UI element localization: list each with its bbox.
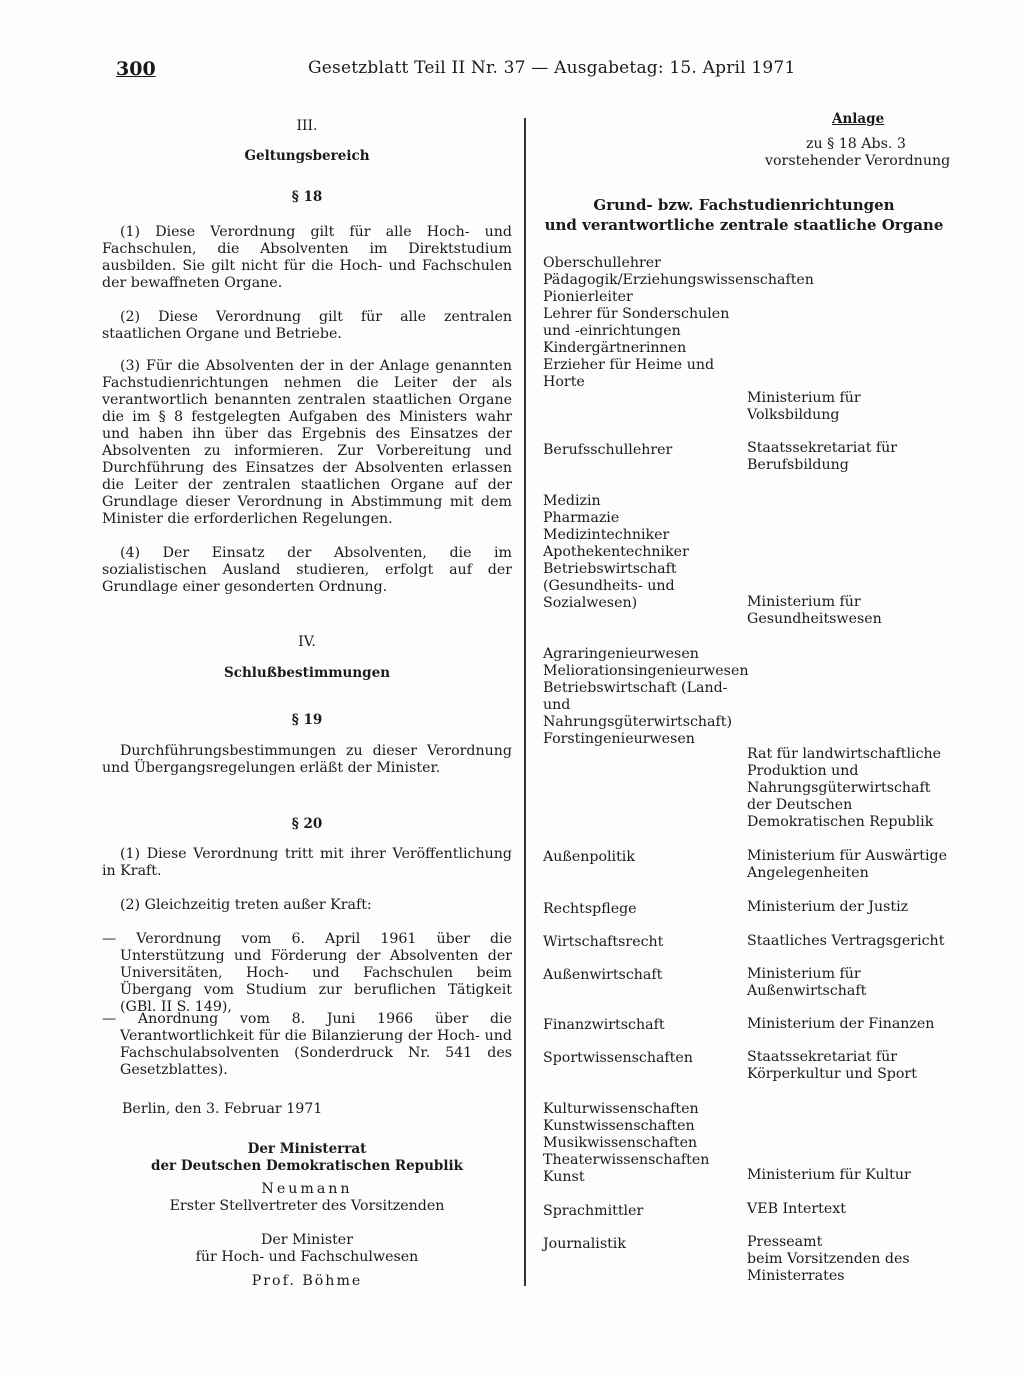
section-title-schlussbestimmungen: Schlußbestimmungen: [223, 665, 391, 681]
paragraph-18-2: (2) Diese Verordnung gilt für alle zentralen staatlichen Organe und Betriebe.: [102, 309, 512, 342]
paragraph-heading-18: § 18: [291, 189, 323, 205]
signatory-organization-2: der Deutschen Demokratischen Republik: [151, 1158, 463, 1174]
paragraph-18-3: (3) Für die Absolventen der in der Anlage genannten Fachstudienrichtungen nehmen die Leiter der als verantwortlich benannten zentralen staatlichen Organe die im § 8 festgelegten Aufgaben des Ministers wahr und haben ihn über das Ergebnis des Einsatzes der Absolventen zu informieren. Zur Vorbereitung und Durchführung des Einsatzes der Absolventen erlassen die Leiter der zentralen staatlichen Organe auf der Grundlage dieser Verordnung in Abstimmung mit dem Minister die erforderlichen Regelungen.: [102, 358, 512, 527]
responsible-organ-entry: Ministerium für Außenwirtschaft: [747, 966, 867, 999]
section-title-geltungsbereich: Geltungsbereich: [244, 148, 370, 164]
study-field-entry: Sprachmittler: [543, 1203, 644, 1219]
paragraph-heading-20: § 20: [291, 816, 323, 832]
study-field-entry: Agraringenieurwesen Meliorationsingenieurwesen Betriebswirtschaft (Land- und Nahrungsgüterwirtschaft) Forstingenieurwesen: [543, 646, 749, 747]
page-number: 300: [116, 58, 156, 80]
annex-reference-1: zu § 18 Abs. 3: [806, 136, 906, 152]
annex-label: Anlage: [832, 111, 885, 127]
responsible-organ-entry: Presseamt beim Vorsitzenden des Ministerrates: [747, 1234, 910, 1284]
study-field-entry: Rechtspflege: [543, 901, 637, 917]
responsible-organ-entry: Ministerium für Auswärtige Angelegenheiten: [747, 848, 947, 881]
paragraph-20-2: (2) Gleichzeitig treten außer Kraft:: [120, 897, 372, 913]
responsible-organ-entry: Ministerium der Finanzen: [747, 1016, 935, 1032]
study-field-entry: Berufsschullehrer: [543, 442, 673, 458]
place-and-date: Berlin, den 3. Februar 1971: [122, 1101, 323, 1117]
study-field-entry: Wirtschaftsrecht: [543, 934, 664, 950]
signatory-role-1: Erster Stellvertreter des Vorsitzenden: [169, 1198, 445, 1214]
repeal-item-2: — Anordnung vom 8. Juni 1966 über die Verantwortlichkeit für die Bilanzierung der Hoch- und Fachschulabsolventen (Sonderdruck Nr. 541 des Gesetzblattes).: [102, 1011, 512, 1078]
column-divider: [524, 118, 526, 1286]
paragraph-19-text: Durchführungsbestimmungen zu dieser Verordnung und Übergangsregelungen erläßt der Minister.: [102, 743, 512, 776]
annex-reference-2: vorstehender Verordnung: [765, 153, 951, 169]
study-field-entry: Medizin Pharmazie Medizintechniker Apothekentechniker Betriebswirtschaft (Gesundheits- und Sozialwesen): [543, 493, 689, 611]
paragraph-18-4: (4) Der Einsatz der Absolventen, die im sozialistischen Ausland studieren, erfolgt auf der Grundlage einer gesonderten Ordnung.: [102, 545, 512, 595]
study-field-entry: Oberschullehrer Pädagogik/Erziehungswissenschaften Pionierleiter Lehrer für Sonderschulen und -einrichtungen Kindergärtnerinnen Erzieher für Heime und Horte: [543, 255, 814, 390]
responsible-organ-entry: Staatliches Vertragsgericht: [747, 933, 945, 949]
study-field-entry: Sportwissenschaften: [543, 1050, 693, 1066]
responsible-organ-entry: Rat für landwirtschaftliche Produktion und Nahrungsgüterwirtschaft der Deutschen Demokratischen Republik: [747, 746, 942, 830]
responsible-organ-entry: VEB Intertext: [747, 1201, 846, 1217]
signatory-organization-1: Der Ministerrat: [247, 1141, 367, 1157]
signatory-role-2b: für Hoch- und Fachschulwesen: [195, 1249, 419, 1265]
annex-title-1: Grund- bzw. Fachstudienrichtungen: [593, 196, 895, 214]
section-number-iv: IV.: [298, 634, 316, 650]
responsible-organ-entry: Ministerium der Justiz: [747, 899, 909, 915]
responsible-organ-entry: Ministerium für Gesundheitswesen: [747, 594, 882, 627]
responsible-organ-entry: Staatssekretariat für Berufsbildung: [747, 440, 898, 473]
study-field-entry: Journalistik: [543, 1236, 626, 1252]
paragraph-heading-19: § 19: [291, 712, 323, 728]
study-field-entry: Außenpolitik: [543, 849, 635, 865]
paragraph-20-1: (1) Diese Verordnung tritt mit ihrer Veröffentlichung in Kraft.: [102, 846, 512, 879]
responsible-organ-entry: Ministerium für Volksbildung: [747, 390, 861, 423]
study-field-entry: Kulturwissenschaften Kunstwissenschaften Musikwissenschaften Theaterwissenschaften Kunst: [543, 1101, 710, 1185]
gazette-header: Gesetzblatt Teil II Nr. 37 — Ausgabetag: 15. April 1971: [308, 58, 796, 78]
signatory-name-1: Neumann: [261, 1181, 353, 1197]
paragraph-18-1: (1) Diese Verordnung gilt für alle Hoch- und Fachschulen, die Absolventen im Direktstudium ausbilden. Sie gilt nicht für die Hoch- und Fachschulen der bewaffneten Organe.: [102, 224, 512, 291]
signatory-name-2: Prof. Böhme: [251, 1273, 363, 1289]
responsible-organ-entry: Ministerium für Kultur: [747, 1167, 911, 1183]
annex-title-2: und verantwortliche zentrale staatliche Organe: [544, 216, 944, 234]
signatory-role-2a: Der Minister: [261, 1232, 353, 1248]
repeal-item-1: — Verordnung vom 6. April 1961 über die Unterstützung und Förderung der Absolventen der Universitäten, Hoch- und Fachschulen beim Übergang vom Studium zur beruflichen Tätigkeit (GBl. II S. 149),: [102, 931, 512, 1015]
section-number-iii: III.: [296, 118, 318, 134]
responsible-organ-entry: Staatssekretariat für Körperkultur und Sport: [747, 1049, 917, 1082]
study-field-entry: Außenwirtschaft: [543, 967, 663, 983]
study-field-entry: Finanzwirtschaft: [543, 1017, 665, 1033]
